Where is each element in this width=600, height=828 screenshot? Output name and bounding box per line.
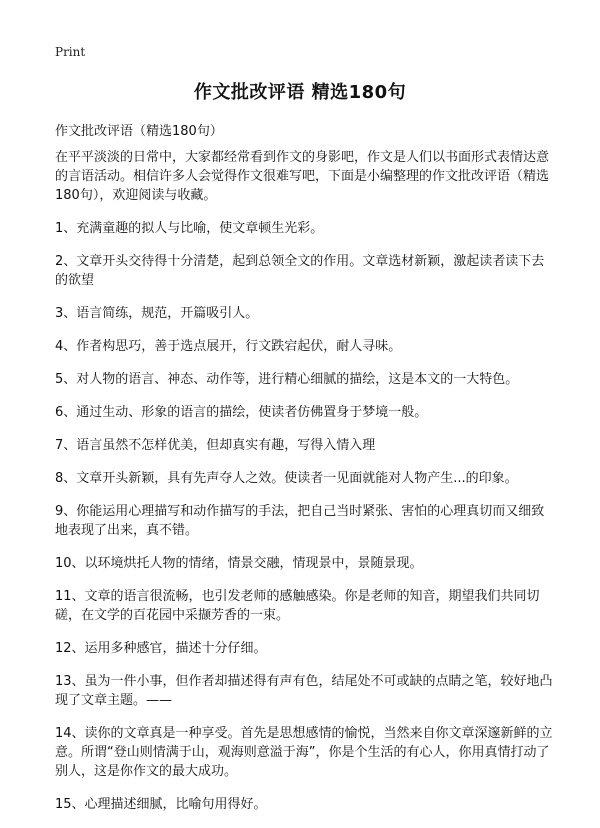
intro-paragraph: 在平平淡淡的日常中，大家都经常看到作文的身影吧，作文是人们以书面形式表情达意的言语活动。相信许多人会觉得作文很难写吧，下面是小编整理的作文批改评语（精选180句），欢迎阅读与收藏。 <box>55 150 550 203</box>
list-item: 13、虽为一件小事，但作者却描述得有声有色，结尾处不可或缺的点睛之笔，较好地凸现了文章主题。—— <box>55 674 553 708</box>
list-item: 11、文章的语言很流畅，也引发老师的感触感染。你是老师的知音，期望我们共同切磋，在文学的百花园中采撷芳香的一束。 <box>55 589 540 623</box>
list-item: 2、文章开头交待得十分清楚，起到总领全文的作用。文章选材新颖，激起读者读下去的欲望 <box>55 254 545 288</box>
list-item: 14、读你的文章真是一种享受。首先是思想感情的愉悦，当然来自你文章深邃新鲜的立意。所谓“登山则情满于山，观海则意溢于海”，你是个生活的有心人，你用真情打动了别人，这是你作文的最大成功。 <box>55 726 553 779</box>
list-item: 3、语言简练，规范，开篇吸引人。 <box>55 306 259 321</box>
list-item: 1、充满童趣的拟人与比喻，使文章顿生光彩。 <box>55 221 324 236</box>
page-subtitle: 作文批改评语（精选180句） <box>55 124 223 139</box>
list-item: 15、心理描述细腻，比喻句用得好。 <box>55 797 267 812</box>
document-body <box>55 148 555 828</box>
page-title: 作文批改评语 精选180句 <box>193 82 407 103</box>
list-item: 8、文章开头新颖，具有先声夺人之效。使读者一见面就能对人物产生...的印象。 <box>55 471 518 486</box>
list-item: 10、以环境烘托人物的情绪，情景交融，情现景中，景随景现。 <box>55 556 423 571</box>
list-item: 9、你能运用心理描写和动作描写的手法，把自己当时紧张、害怕的心理真切而又细致地表现了出来，真不错。 <box>55 504 545 538</box>
print-label: Print <box>55 45 86 59</box>
list-item: 7、语言虽然不怎样优美，但却真实有趣，写得入情入理 <box>55 438 376 453</box>
list-item: 5、对人物的语言、神态、动作等，进行精心细腻的描绘，这是本文的一大特色。 <box>55 372 519 387</box>
list-item: 4、作者构思巧，善于选点展开，行文跌宕起伏，耐人寻味。 <box>55 339 402 354</box>
list-item: 6、通过生动、形象的语言的描绘，使读者仿佛置身于梦境一般。 <box>55 405 428 420</box>
list-item: 12、运用多种感官，描述十分仔细。 <box>55 641 267 656</box>
